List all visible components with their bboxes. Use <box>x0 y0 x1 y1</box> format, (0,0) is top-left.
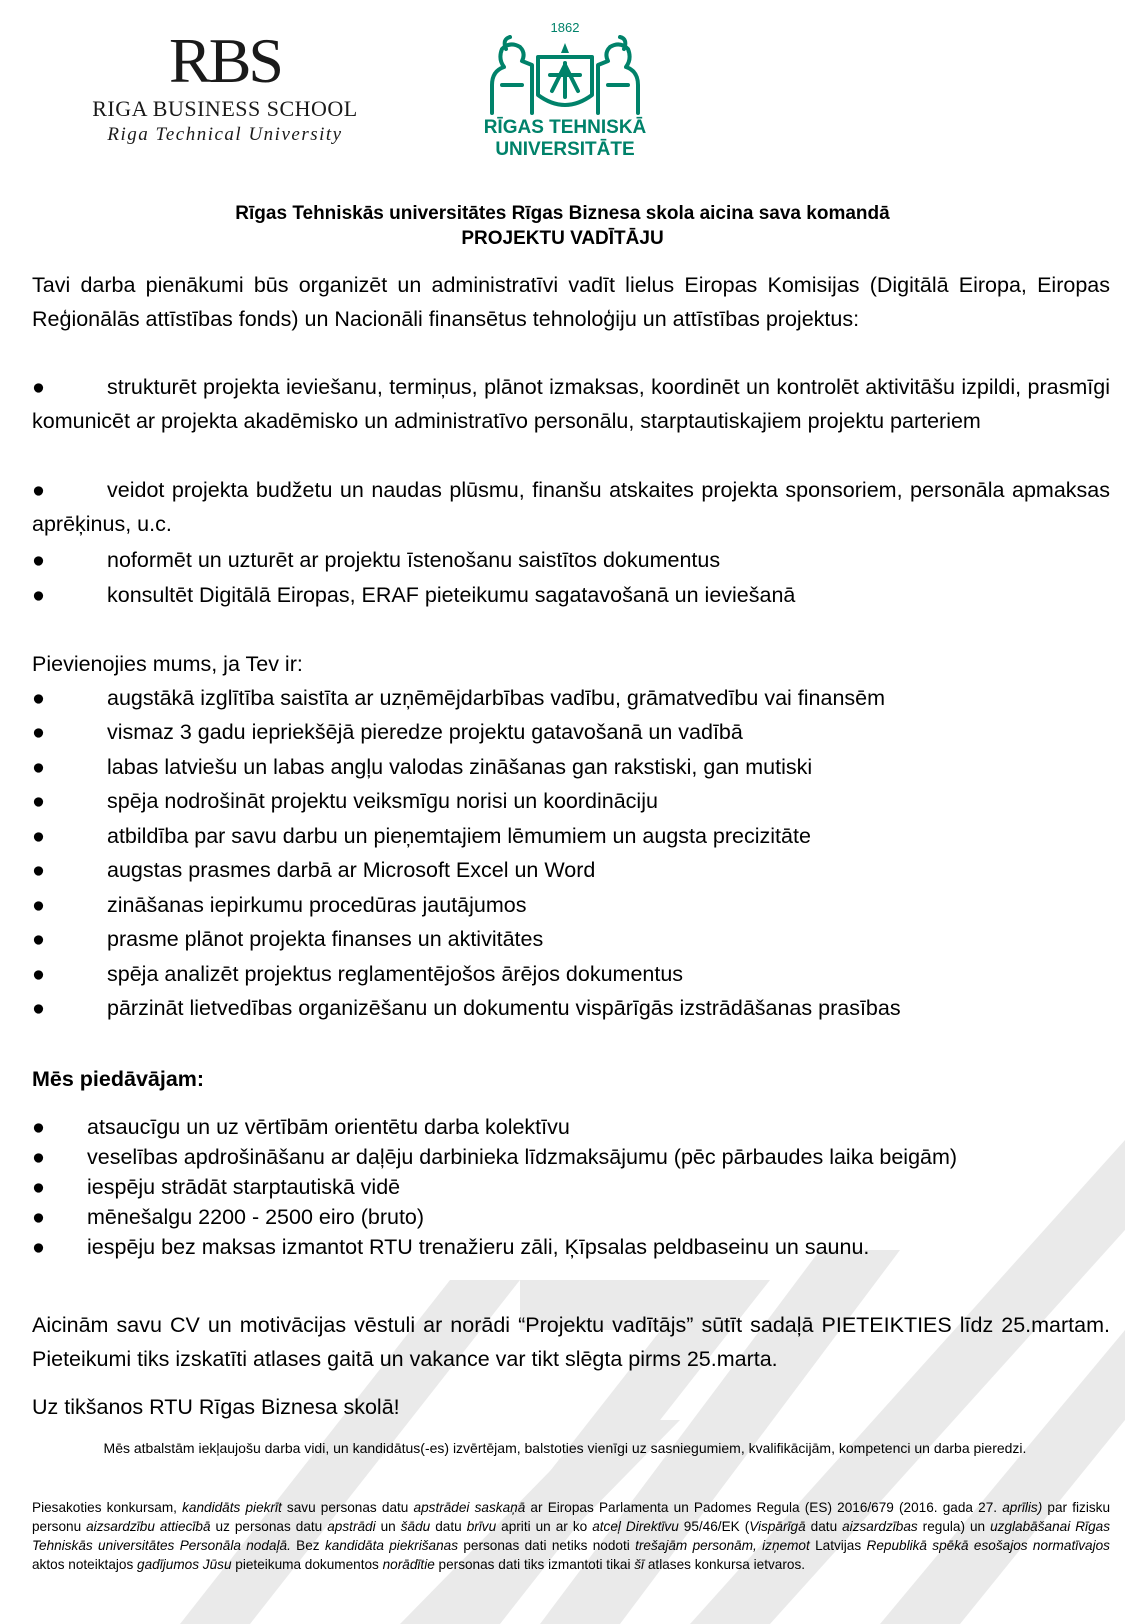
requirement-text: labas latviešu un labas angļu valodas zināšanas gan rakstiski, gan mutiski <box>107 755 813 779</box>
rtu-logo <box>470 20 660 175</box>
requirement-text: prasme plānot projekta finanses un aktivitātes <box>107 927 544 951</box>
bullet-icon: ● <box>32 375 45 399</box>
requirement-text: spēja analizēt projektus reglamentējošos ārējos dokumentus <box>107 962 684 986</box>
rtu-logo-year: 1862 <box>550 20 580 35</box>
duties-intro: Tavi darba pienākumi būs organizēt un administratīvi vadīt lielus Eiropas Komisijas (Digitālā Eiropa, Eiropas Reģionālās attīstības fonds) un Nacionāli finansētus tehnoloģiju un attīstības projektus: <box>32 273 1110 331</box>
rtu-logo-name-line2: UNIVERSITĀTE <box>495 139 635 160</box>
rbs-logo-subtitle: Riga Technical University <box>107 124 343 145</box>
duty-text: strukturēt projekta ieviešanu, termiņus, plānot izmaksas, koordinēt un kontrolēt aktivitāšu izpildi, prasmīgi komunicēt ar projekta akadēmisko un administratīvo personālu, starptautiskajiem projektu parteriem <box>32 375 1110 433</box>
bullet-icon: ● <box>32 789 45 813</box>
bullet-icon: ● <box>32 478 45 502</box>
bullet-icon: ● <box>32 996 45 1020</box>
offer-text: mēnešalgu 2200 - 2500 eiro (bruto) <box>87 1205 425 1229</box>
rbs-logo-name: RIGA BUSINESS SCHOOL <box>92 96 358 121</box>
duty-text: konsultēt Digitālā Eiropas, ERAF pieteikumu sagatavošanā un ieviešanā <box>107 583 796 607</box>
requirement-text: pārzināt lietvedības organizēšanu un dokumentu vispārīgās izstrādāšanas prasības <box>107 996 901 1020</box>
rtu-logo-name-line1: RĪGAS TEHNISKĀ <box>483 117 647 138</box>
rtu-lions-emblem-icon <box>480 35 650 117</box>
bullet-icon: ● <box>32 720 45 744</box>
offer-text: iespēju strādāt starptautiskā vidē <box>87 1175 401 1199</box>
bullet-icon: ● <box>32 1205 45 1229</box>
bullet-icon: ● <box>32 962 45 986</box>
apply-instructions: Aicinām savu CV un motivācijas vēstuli ar norādi “Projektu vadītājs” sūtīt sadaļā PIETEIKTIES līdz 25.martam. Pieteikumi tiks izskatīti atlases gaitā un vakance var tikt slēgta pirms 25.marta. <box>32 1313 1110 1371</box>
bullet-icon: ● <box>32 893 45 917</box>
requirement-text: zināšanas iepirkumu procedūras jautājumos <box>107 893 527 917</box>
duty-item <box>32 370 1110 438</box>
requirement-text: augstas prasmes darbā ar Microsoft Excel un Word <box>107 858 596 882</box>
inclusion-note: Mēs atbalstām iekļaujošu darba vidi, un kandidātus(-es) izvērtējam, balstoties vienīgi uz sasniegumiem, kvalifikācijām, kompetenci un darba pieredzi. <box>103 1440 1027 1456</box>
gdpr-consent-text: Piesakoties konkursam, kandidāts piekrīt savu personas datu apstrādei saskaņā ar Eiropas Parlamenta un Padomes Regula (ES) 2016/679 (2016. gada 27. aprīlis) par fizisku personu aizsardzību attiecībā uz personas datu apstrādi un šādu datu brīvu apriti un ar ko atceļ Direktīvu 95/46/EK (Vispārīgā datu aizsardzības regula) un uzglabāšanai Rīgas Tehniskās universitātes Personāla nodaļā. Bez kandidāta piekrišanas personas dati netiks nodoti trešajām personām, izņemot Latvijas Republikā spēkā esošajos normatīvajos aktos noteiktajos gadījumos Jūsu pieteikuma dokumentos norādītie personas dati tiks izmantoti tikai šī atlases konkursa ietvaros. <box>32 1500 1111 1572</box>
offer-text: iespēju bez maksas izmantot RTU trenažieru zāli, Ķīpsalas peldbaseinu un saunu. <box>87 1235 870 1259</box>
bullet-icon: ● <box>32 1175 45 1199</box>
bullet-icon: ● <box>32 548 45 572</box>
bullet-icon: ● <box>32 686 45 710</box>
rbs-logo-mark: RBS <box>169 25 281 96</box>
closing-line: Uz tikšanos RTU Rīgas Biznesa skolā! <box>32 1395 400 1419</box>
duty-item <box>32 473 1110 541</box>
requirement-text: augstākā izglītība saistīta ar uzņēmējdarbības vadību, grāmatvedību vai finansēm <box>107 686 886 710</box>
duty-text: veidot projekta budžetu un naudas plūsmu, finanšu atskaites projekta sponsoriem, personāla apmaksas aprēķinus, u.c. <box>32 478 1110 536</box>
requirement-text: vismaz 3 gadu iepriekšējā pieredze projektu gatavošanā un vadībā <box>107 720 743 744</box>
bullet-icon: ● <box>32 858 45 882</box>
requirement-text: atbildība par savu darbu un pieņemtajiem lēmumiem un augsta precizitāte <box>107 824 811 848</box>
bullet-icon: ● <box>32 755 45 779</box>
offer-heading: Mēs piedāvājam: <box>32 1067 205 1091</box>
bullet-icon: ● <box>32 1235 45 1259</box>
posting-title-line1: Rīgas Tehniskās universitātes Rīgas Biznesa skola aicina sava komandā <box>235 203 890 224</box>
bullet-icon: ● <box>32 583 45 607</box>
rbs-logo <box>90 25 360 155</box>
requirements-intro: Pievienojies mums, ja Tev ir: <box>32 652 303 676</box>
bullet-icon: ● <box>32 927 45 951</box>
duty-text: noformēt un uzturēt ar projektu īstenošanu saistītos dokumentus <box>107 548 721 572</box>
requirement-text: spēja nodrošināt projektu veiksmīgu norisi un koordināciju <box>107 789 658 813</box>
bullet-icon: ● <box>32 1145 45 1169</box>
bullet-icon: ● <box>32 824 45 848</box>
offer-text: atsaucīgu un uz vērtībām orientētu darba kolektīvu <box>87 1115 570 1139</box>
bullet-icon: ● <box>32 1115 45 1139</box>
offer-text: veselības apdrošināšanu ar daļēju darbinieka līdzmaksājumu (pēc pārbaudes laika beigām) <box>87 1145 958 1169</box>
posting-title-position: PROJEKTU VADĪTĀJU <box>461 228 664 249</box>
